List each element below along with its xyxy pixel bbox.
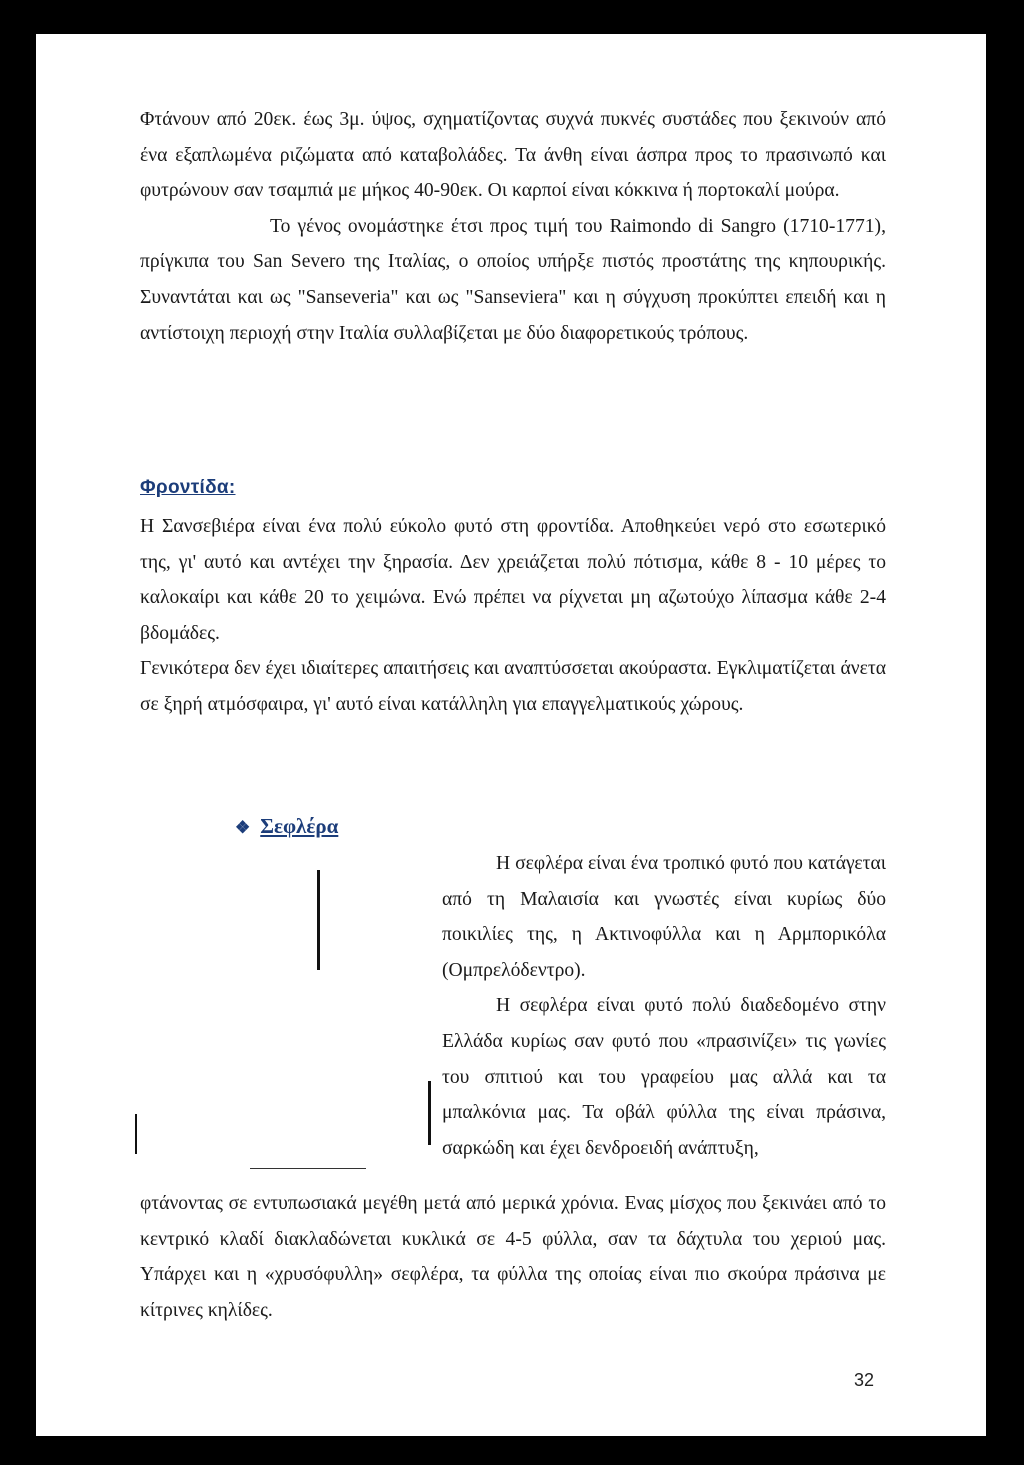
sefflera-paragraph-3: φτάνοντας σε εντυπωσιακά μεγέθη μετά από μερικά χρόνια. Ενας μίσχος που ξεκινάει από το κεντρικό κλαδί διακλαδώνεται κυκλικά σε 4-5 φύλλα, σαν τα δάχτυλα του χεριού μας. Υπάρχει και η «χρυσόφυλλη» σεφλέρα, τα φύλλα της οποίας είναι πιο σκούρα πράσινα με κίτρινες κηλίδες. [140,1193,886,1321]
sefflera-column [442,846,886,1166]
image-frame-line [428,1081,431,1145]
sefflera-heading-text: Σεφλέρα [260,814,339,838]
image-frame-line [135,1114,137,1154]
care-heading: Φροντίδα: [140,477,236,498]
document-page [36,34,986,1436]
care-paragraph-2: Γενικότερα δεν έχει ιδιαίτερες απαιτήσεις και αναπτύσσεται ακούραστα. Εγκλιματίζεται άνετα σε ξηρή ατμόσφαιρα, γι' αυτό είναι κατάλληλη για επαγγελματικούς χώρους. [140,658,886,715]
diamond-bullet-icon: ❖ [235,818,251,837]
sefflera-continuation [140,1186,886,1328]
sefflera-paragraph-1: Η σεφλέρα είναι ένα τροπικό φυτό που κατάγεται από τη Μαλαισία και γνωστές είναι κυρίως δύο ποικιλίες της, η Ακτινοφύλλα και η Αρμπορικόλα (Ομπρελόδεντρο). [442,853,886,981]
intro-section [140,102,886,351]
care-paragraph-1: Η Σανσεβιέρα είναι ένα πολύ εύκολο φυτό στη φροντίδα. Αποθηκεύει νερό στο εσωτερικό της, γι' αυτό και αντέχει την ξηρασία. Δεν χρειάζεται πολύ πότισμα, κάθε 8 - 10 μέρες το καλοκαίρι και κάθε 20 το χειμώνα. Ενώ πρέπει να ρίχνεται μη αζωτούχο λίπασμα κάθε 2-4 βδομάδες. [140,516,886,644]
sefflera-paragraph-2: Η σεφλέρα είναι φυτό πολύ διαδεδομένο στην Ελλάδα κυρίως σαν φυτό που «πρασινίζει» τις γωνίες του σπιτιού και του γραφείου μας αλλά και τα μπαλκόνια μας. Τα οβάλ φύλλα της είναι πράσινα, σαρκώδη και έχει δενδροειδή ανάπτυξη, [442,995,886,1159]
page-number: 32 [853,1370,874,1390]
care-section [140,509,886,723]
sefflera-heading [235,814,338,839]
name-origin-paragraph: Το γένος ονομάστηκε έτσι προς τιμή του Raimondo di Sangro (1710-1771), πρίγκιπα του San Severo της Ιταλίας, ο οποίος υπήρξε πιστός προστάτης της κηπουρικής. Συναντάται και ως "Sanseveria" και ως "Sanseviera" και η σύγχυση προκύπτει επειδή και η αντίστοιχη περιοχή στην Ιταλία συλλαβίζεται με δύο διαφορετικούς τρόπους. [140,215,886,344]
image-frame-line [250,1168,366,1169]
image-frame-line [317,870,320,970]
intro-paragraph: Φτάνουν από 20εκ. έως 3μ. ύψος, σχηματίζοντας συχνά πυκνές συστάδες που ξεκινούν από ένα εξαπλωμένα ριζώματα από καταβολάδες. Τα άνθη είναι άσπρα προς το πρασινωπό και φυτρώνουν σαν τσαμπιά με μήκος 40-90εκ. Οι καρποί είναι κόκκινα ή πορτοκαλί μούρα. [140,109,886,202]
